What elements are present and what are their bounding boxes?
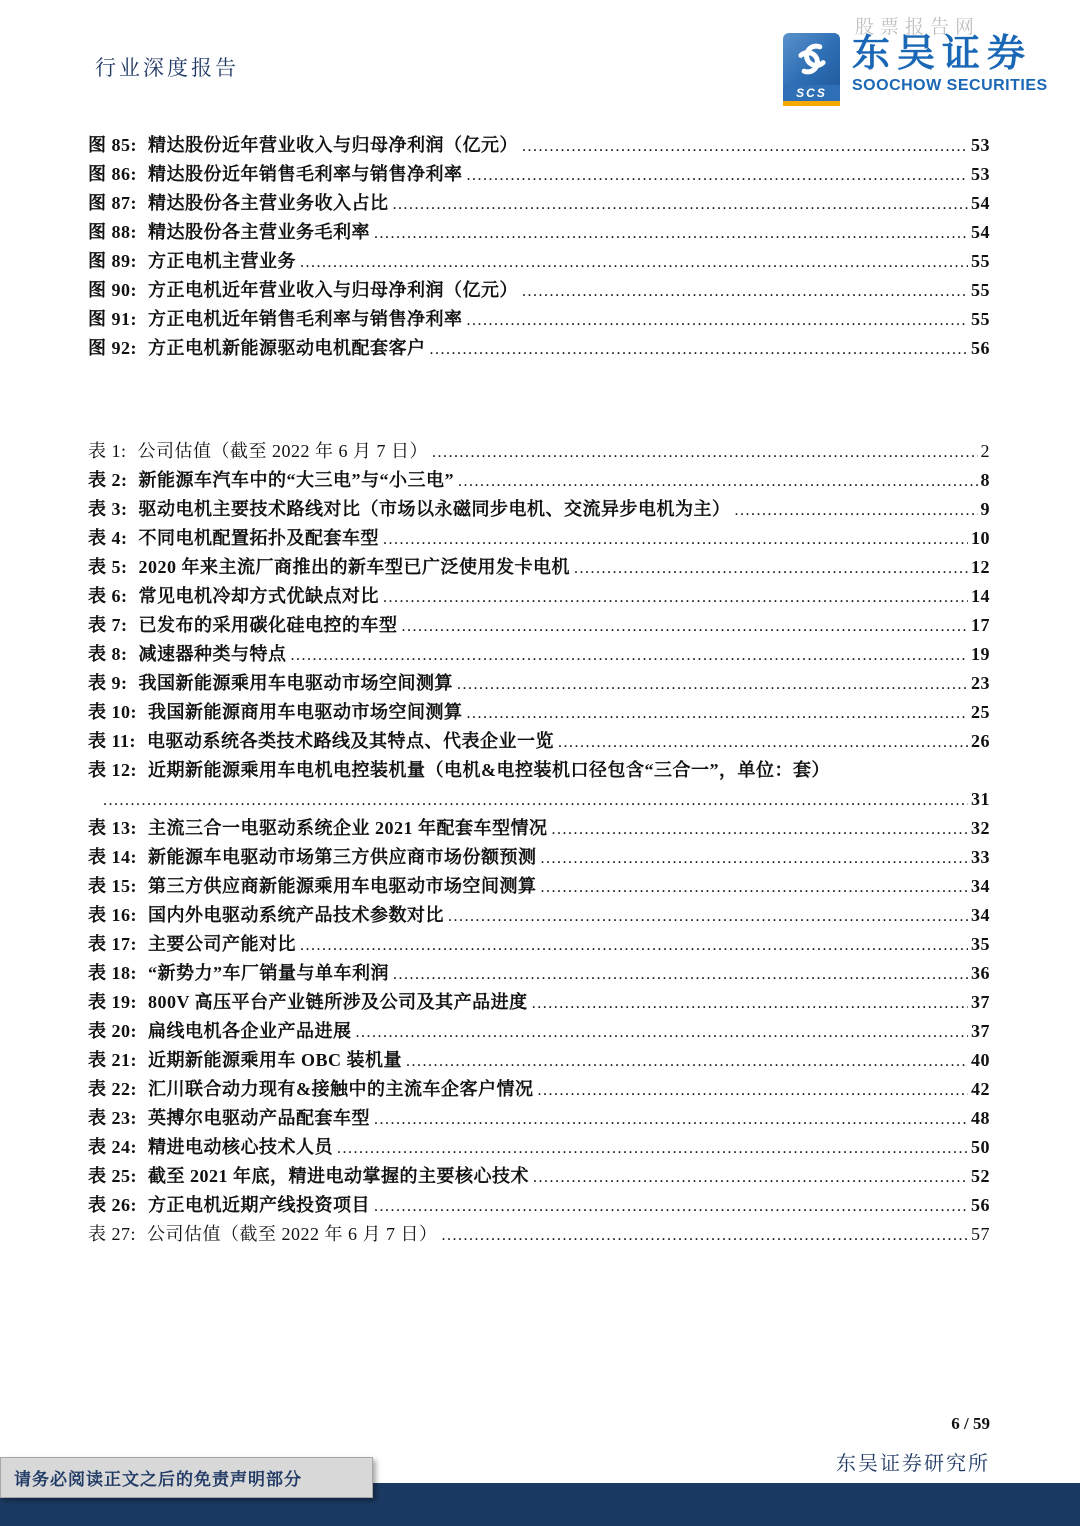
toc-entry-title: 2020 年来主流厂商推出的新车型已广泛使用发卡电机 — [138, 557, 570, 577]
toc-dot-leader — [574, 554, 968, 583]
toc-entry-label: 表 25: — [88, 1166, 137, 1186]
toc-dot-leader — [402, 612, 969, 641]
toc-entry-title: 电驱动系统各类技术路线及其特点、代表企业一览 — [147, 731, 555, 751]
toc-dot-leader — [522, 277, 968, 306]
brand-name-en: SOOCHOW SECURITIES — [852, 77, 1048, 94]
toc-entry[interactable] — [88, 1017, 990, 1046]
toc-entry-label: 表 15: — [88, 876, 137, 896]
toc-dot-leader — [442, 1221, 968, 1250]
toc-page-number: 56 — [971, 1195, 990, 1215]
toc-dot-leader — [393, 960, 968, 989]
toc-page-number: 32 — [971, 818, 990, 838]
toc-page-number: 34 — [971, 905, 990, 925]
toc-page-number: 9 — [980, 499, 990, 519]
toc-entry-title: 方正电机主营业务 — [148, 251, 296, 271]
toc-page-number: 10 — [971, 528, 990, 548]
toc-page-number: 37 — [971, 992, 990, 1012]
toc-dot-leader — [374, 219, 968, 248]
toc-dot-leader — [406, 1047, 968, 1076]
toc-dot-leader — [558, 728, 968, 757]
toc-entry-title: 精达股份近年营业收入与归母净利润（亿元） — [148, 135, 518, 155]
toc-entry[interactable] — [88, 814, 990, 843]
toc-entry-label: 表 21: — [88, 1050, 137, 1070]
toc-entry-title: 方正电机新能源驱动电机配套客户 — [148, 338, 426, 358]
toc-entry-label: 表 12: — [88, 760, 137, 780]
toc-page-number: 35 — [971, 934, 990, 954]
toc-entry[interactable] — [88, 930, 990, 959]
toc-entry-title: 近期新能源乘用车电机电控装机量（电机&电控装机口径包含“三合一”，单位：套） — [148, 760, 830, 780]
toc-entry[interactable] — [88, 553, 990, 582]
brand-name-cn: 东吴证券 — [852, 33, 1033, 75]
toc-dot-leader — [430, 335, 969, 364]
toc-dot-leader — [291, 641, 969, 670]
toc-dot-leader — [374, 1192, 968, 1221]
toc-entry[interactable] — [88, 131, 990, 160]
toc-page-number: 53 — [971, 135, 990, 155]
toc-entry-title: 不同电机配置拓扑及配套车型 — [138, 528, 379, 548]
toc-entry-label: 表 16: — [88, 905, 137, 925]
toc-entry[interactable] — [88, 1133, 990, 1162]
toc-entry[interactable] — [88, 669, 990, 698]
toc-entry[interactable] — [88, 218, 990, 247]
toc-dot-leader — [541, 873, 969, 902]
toc-dot-leader — [383, 525, 968, 554]
toc-entry[interactable] — [88, 1046, 990, 1075]
toc-entry-title: 主流三合一电驱动系统企业 2021 年配套车型情况 — [148, 818, 548, 838]
toc-entry[interactable] — [88, 959, 990, 988]
toc-entry-title: 精达股份各主营业务毛利率 — [148, 222, 370, 242]
toc-dot-leader — [383, 583, 968, 612]
toc-dot-leader — [356, 1018, 969, 1047]
toc-entry-title: 常见电机冷却方式优缺点对比 — [138, 586, 379, 606]
toc-entry-title: 新能源车汽车中的“大三电”与“小三电” — [138, 470, 454, 490]
toc-entry-title: 国内外电驱动系统产品技术参数对比 — [148, 905, 444, 925]
toc-entry-title: 方正电机近年营业收入与归母净利润（亿元） — [148, 280, 518, 300]
toc-dot-leader — [432, 438, 977, 467]
toc-entry-label: 表 18: — [88, 963, 137, 983]
toc-entry-title: 截至 2021 年底，精进电动掌握的主要核心技术 — [148, 1166, 529, 1186]
toc-entry[interactable] — [88, 437, 990, 466]
toc-entry-title: 精进电动核心技术人员 — [148, 1137, 333, 1157]
toc-entry-label: 表 19: — [88, 992, 137, 1012]
toc-entry-label: 表 5: — [88, 557, 128, 577]
toc-dot-leader — [103, 786, 968, 815]
toc-page-number: 55 — [971, 309, 990, 329]
toc-entry-title: 精达股份近年销售毛利率与销售净利率 — [148, 164, 463, 184]
toc-page-number: 55 — [971, 280, 990, 300]
toc-entry-label: 表 17: — [88, 934, 137, 954]
toc-dot-leader — [467, 306, 969, 335]
toc-entry-label: 图 92: — [88, 338, 137, 358]
toc-entry-label: 表 20: — [88, 1021, 137, 1041]
toc-entry-label: 图 87: — [88, 193, 137, 213]
toc-entry-label: 表 26: — [88, 1195, 137, 1215]
toc-entry-label: 表 2: — [88, 470, 128, 490]
toc-page-number: 53 — [971, 164, 990, 184]
toc-entry-label: 图 86: — [88, 164, 137, 184]
toc-dot-leader — [467, 161, 969, 190]
toc-entry-title: 英搏尔电驱动产品配套车型 — [148, 1108, 370, 1128]
toc-entry[interactable] — [88, 727, 990, 756]
toc-entry[interactable] — [88, 305, 990, 334]
toc-entry[interactable] — [88, 334, 990, 363]
toc-entry-title: 第三方供应商新能源乘用车电驱动市场空间测算 — [148, 876, 537, 896]
toc-dot-leader — [374, 1105, 968, 1134]
disclaimer-box — [0, 1457, 373, 1498]
toc-entry[interactable] — [88, 698, 990, 727]
toc-page-number: 48 — [971, 1108, 990, 1128]
toc-page-number: 25 — [971, 702, 990, 722]
toc-entry-label: 表 24: — [88, 1137, 137, 1157]
toc-entry-title: 我国新能源商用车电驱动市场空间测算 — [148, 702, 463, 722]
toc-dot-leader — [735, 496, 978, 525]
toc-entry-label: 表 8: — [88, 644, 128, 664]
toc-entry-label: 图 90: — [88, 280, 137, 300]
toc-entry[interactable] — [88, 756, 990, 785]
toc-page-number: 23 — [971, 673, 990, 693]
toc-dot-leader — [467, 699, 969, 728]
toc-entry-label: 表 7: — [88, 615, 128, 635]
toc-page-number: 12 — [971, 557, 990, 577]
toc-entry[interactable] — [88, 901, 990, 930]
toc-page-number: 37 — [971, 1021, 990, 1041]
toc-entry-label: 表 4: — [88, 528, 128, 548]
toc-entry-label: 表 22: — [88, 1079, 137, 1099]
report-type-label: 行业深度报告 — [95, 56, 239, 80]
toc-entry-label: 图 88: — [88, 222, 137, 242]
toc-entry-title: 新能源车电驱动市场第三方供应商市场份额预测 — [148, 847, 537, 867]
toc-entry-label: 表 1: — [88, 441, 127, 461]
toc-entry[interactable] — [88, 872, 990, 901]
toc-dot-leader — [538, 1076, 969, 1105]
toc-entry-title: 800V 高压平台产业链所涉及公司及其产品进度 — [148, 992, 528, 1012]
toc-page-number: 2 — [980, 441, 990, 461]
toc-entry-label: 图 89: — [88, 251, 137, 271]
toc-entry[interactable] — [88, 1075, 990, 1104]
toc-page-number: 54 — [971, 222, 990, 242]
toc-entry[interactable] — [88, 495, 990, 524]
toc-entry[interactable] — [88, 988, 990, 1017]
toc-entry-title: 公司估值（截至 2022 年 6 月 7 日） — [137, 441, 429, 461]
toc-entry[interactable] — [88, 247, 990, 276]
toc-entry-label: 表 10: — [88, 702, 137, 722]
toc-dot-leader — [533, 1163, 968, 1192]
toc-entry[interactable] — [88, 1104, 990, 1133]
table-of-contents — [88, 131, 990, 1249]
toc-entry[interactable] — [88, 1162, 990, 1191]
toc-page-number: 36 — [971, 963, 990, 983]
toc-dot-leader — [458, 467, 978, 496]
toc-entry[interactable] — [88, 276, 990, 305]
toc-entry-label: 表 23: — [88, 1108, 137, 1128]
toc-entry-title: 方正电机近期产线投资项目 — [148, 1195, 370, 1215]
toc-page-number: 34 — [971, 876, 990, 896]
toc-entry-title: 公司估值（截至 2022 年 6 月 7 日） — [147, 1224, 438, 1244]
toc-dot-leader — [300, 248, 968, 277]
toc-dot-leader — [552, 815, 969, 844]
toc-page-number: 50 — [971, 1137, 990, 1157]
toc-page-number: 14 — [971, 586, 990, 606]
watermark-text: 股票报告网 — [855, 17, 981, 38]
toc-entry[interactable] — [88, 640, 990, 669]
disclaimer-text: 请务必阅读正文之后的免责声明部分 — [14, 1470, 302, 1489]
logo-swirl-icon — [783, 33, 840, 85]
toc-entry-title: 方正电机近年销售毛利率与销售净利率 — [148, 309, 463, 329]
page-number: 6 / 59 — [951, 1414, 990, 1433]
toc-entry[interactable] — [88, 1191, 990, 1220]
toc-entry-label: 表 27: — [88, 1224, 137, 1244]
toc-entry-label: 表 13: — [88, 818, 137, 838]
toc-entry-title: 扁线电机各企业产品进展 — [148, 1021, 352, 1041]
research-institute-label: 东吴证券研究所 — [836, 1453, 990, 1475]
toc-entry[interactable] — [88, 843, 990, 872]
toc-entry-title: 近期新能源乘用车 OBC 装机量 — [148, 1050, 403, 1070]
toc-entry-title: “新势力”车厂销量与单车利润 — [148, 963, 389, 983]
toc-dot-leader — [457, 670, 968, 699]
toc-entry[interactable] — [88, 466, 990, 495]
toc-dot-leader — [337, 1134, 968, 1163]
toc-page-number: 52 — [971, 1166, 990, 1186]
toc-entry-label: 表 9: — [88, 673, 128, 693]
toc-entry-label: 表 6: — [88, 586, 128, 606]
toc-dot-leader — [532, 989, 968, 1018]
toc-page-number: 31 — [971, 789, 990, 809]
toc-entry[interactable] — [88, 189, 990, 218]
logo-scs-text: SCS — [783, 85, 840, 101]
toc-entry[interactable] — [88, 1220, 990, 1249]
logo-orange-bar — [783, 101, 840, 106]
toc-page-number: 55 — [971, 251, 990, 271]
toc-entry[interactable] — [88, 524, 990, 553]
toc-entry-title: 精达股份各主营业务收入占比 — [148, 193, 389, 213]
toc-dot-leader — [522, 132, 968, 161]
toc-dot-leader — [448, 902, 968, 931]
toc-page-number: 33 — [971, 847, 990, 867]
toc-entry-label: 图 91: — [88, 309, 137, 329]
toc-entry-label: 表 14: — [88, 847, 137, 867]
toc-tables-list — [88, 437, 990, 1249]
toc-page-number: 40 — [971, 1050, 990, 1070]
toc-entry[interactable] — [88, 785, 990, 814]
toc-page-number: 54 — [971, 193, 990, 213]
toc-page-number: 42 — [971, 1079, 990, 1099]
toc-entry-title: 驱动电机主要技术路线对比（市场以永磁同步电机、交流异步电机为主） — [138, 499, 731, 519]
toc-entry-label: 表 11: — [88, 731, 137, 751]
toc-entry-label: 图 85: — [88, 135, 137, 155]
toc-figures-list — [88, 131, 990, 363]
toc-page-number: 57 — [971, 1224, 990, 1244]
toc-page-number: 26 — [971, 731, 990, 751]
logo-wordmark — [852, 33, 1048, 95]
toc-dot-leader — [393, 190, 969, 219]
toc-page-number: 17 — [971, 615, 990, 635]
toc-entry[interactable] — [88, 160, 990, 189]
toc-entry[interactable] — [88, 582, 990, 611]
toc-dot-leader — [300, 931, 968, 960]
toc-entry-title: 减速器种类与特点 — [138, 644, 287, 664]
toc-entry-title: 我国新能源乘用车电驱动市场空间测算 — [138, 673, 453, 693]
toc-entry-title: 汇川联合动力现有&接触中的主流车企客户情况 — [148, 1079, 534, 1099]
toc-entry-title: 已发布的采用碳化硅电控的车型 — [138, 615, 398, 635]
toc-page-number: 8 — [980, 470, 990, 490]
toc-page-number: 56 — [971, 338, 990, 358]
toc-dot-leader — [541, 844, 969, 873]
toc-entry-title: 主要公司产能对比 — [148, 934, 296, 954]
soochow-securities-logo — [783, 33, 1048, 106]
toc-entry[interactable] — [88, 611, 990, 640]
toc-page-number: 19 — [971, 644, 990, 664]
logo-mark — [783, 33, 840, 106]
toc-entry-label: 表 3: — [88, 499, 128, 519]
